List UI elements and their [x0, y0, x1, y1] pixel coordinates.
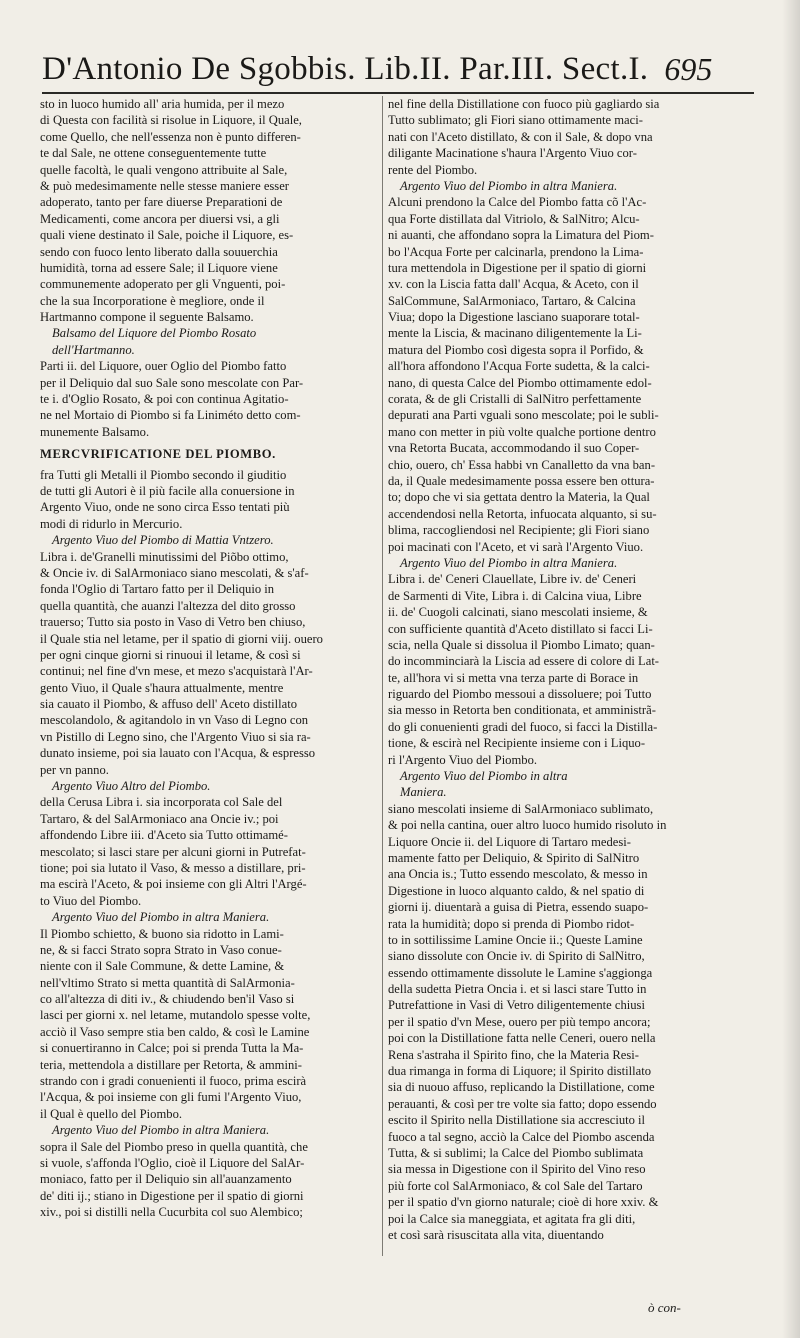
- text-line: nel fine della Distillatione con fuoco più gagliardo sia: [388, 97, 660, 111]
- text-line: con sufficiente quantità d'Aceto distillato si facci Li-: [388, 621, 653, 636]
- page-edge-shadow: [782, 0, 800, 1338]
- text-line: Tartaro, & del SalArmoniaco ana Oncie iv.; poi: [40, 811, 279, 826]
- text-line: di Questa con facilità si risolue in Liquore, il Quale,: [40, 113, 302, 128]
- recipe-title: Argento Viuo del Piombo in altra Maniera.: [400, 555, 618, 570]
- text-line: che la sua Incorporatione è megliore, onde il: [40, 293, 265, 308]
- text-line: Digestione in luoco alquanto caldo, & nel spatio di: [388, 883, 645, 898]
- text-line: riguardo del Piombo messoui a dissoluere; poi Tutto: [388, 687, 652, 702]
- text-line: fra Tutti gli Metalli il Piombo secondo il giuditio: [40, 467, 287, 482]
- text-line: più forte col SalArmoniaco, & col Sale del Tartaro: [388, 1178, 643, 1193]
- text-line: fonda l'Oglio di Tartaro fatto per il Deliquio in: [40, 582, 275, 597]
- text-line: quali viene destinato il Sale, poiche il Liquore, es-: [40, 228, 294, 243]
- text-line: per vn panno.: [40, 762, 109, 777]
- text-line: strando con i gradi conuenienti il fuoco, prima escirà: [40, 1074, 307, 1089]
- text-line: ni auanti, che affondano sopra la Limatura del Piom-: [388, 228, 654, 243]
- text-line: Tutto sublimato; gli Fiori siano ottimamente maci-: [388, 113, 643, 128]
- text-line: scia, nella Quale si dissolua il Piombo Limato; quan-: [388, 637, 655, 652]
- text-line: tione, & escirà nel Recipiente insieme con i Liquo-: [388, 736, 646, 751]
- text-line: quelle facoltà, le quali vengono attribuite al Sale,: [40, 162, 288, 177]
- text-line: xv. con la Liscia fatta dall' Acqua, & Aceto, con il: [388, 277, 639, 292]
- text-line: sia messo in Retorta ben conditionata, et amministrã-: [388, 703, 656, 718]
- text-line: teria, mettendola a distillare per Retorta, & ammini-: [40, 1057, 302, 1072]
- text-line: & può medesimamente nelle stesse maniere esser: [40, 178, 289, 193]
- text-line: vna Retorta Bucata, accommodando il suo Coper-: [388, 441, 640, 456]
- text-line: Putrefattione in Vasi di Vetro diligentemente chiusi: [388, 998, 645, 1013]
- text-line: mescolato; si lasci stare per alcuni giorni in Putrefat-: [40, 844, 306, 859]
- text-line: ii. de' Cuogoli calcinati, siano mescolati insieme, &: [388, 605, 648, 620]
- text-line: Libra i. de'Granelli minutissimi del Piõbo ottimo,: [40, 549, 289, 564]
- text-line: poi la Calce sia maneggiata, et agitata fra gli diti,: [388, 1211, 636, 1226]
- text-line: moniaco, fatto per il Deliquio sin all'auanzamento: [40, 1172, 292, 1187]
- catchword: ò con-: [648, 1300, 681, 1315]
- text-line: acciò il Vaso sempre stia ben caldo, & così le Lamine: [40, 1024, 310, 1039]
- text-line: communemente adoperato per gli Vnguenti, poi-: [40, 277, 286, 292]
- recipe-title: Argento Viuo del Piombo di Mattia Vntzero.: [52, 533, 274, 548]
- text-line: lasci per giorni x. nel letame, mutandolo spesse volte,: [40, 1008, 311, 1023]
- text-line: sto in luoco humido all' aria humida, per il mezo: [40, 97, 285, 111]
- text-line: Argento Viuo, onde ne sono circa Esso tentati più: [40, 500, 290, 515]
- text-line: vn Pistillo di Legno sino, che l'Argento Viuo si sia ra-: [40, 729, 311, 744]
- text-line: ma escirà l'Aceto, & poi insieme con gli Altri l'Argé-: [40, 877, 307, 892]
- text-line: nati con l'Aceto distillato, & con il Sale, & dopo vna: [388, 129, 653, 144]
- recipe-title: Argento Viuo Altro del Piombo.: [52, 779, 211, 794]
- text-line: il Qual è quello del Piombo.: [40, 1106, 183, 1121]
- text-line: & Oncie iv. di SalArmoniaco siano mescolati, & s'af-: [40, 565, 309, 580]
- text-line: ri l'Argento Viuo del Piombo.: [388, 752, 538, 767]
- text-line: per il Deliquio dal suo Sale sono mescolate con Par-: [40, 375, 304, 390]
- text-line: essendo ottimamente dissolute le Lamine s'aggionga: [388, 965, 653, 980]
- text-line: gento Viuo, il Quale s'haura attualmente, mentre: [40, 680, 284, 695]
- text-line: Rena s'astraha il Spirito fino, che la Materia Resi-: [388, 1047, 639, 1062]
- text-line: siano dissolute con Oncie iv. di Spirito di SalNitro,: [388, 949, 645, 964]
- text-line: modi di ridurlo in Mercurio.: [40, 516, 183, 531]
- text-line: perauanti, & così per tre volte sia fatto; dopo essendo: [388, 1096, 657, 1111]
- text-line: do incomminciarà la Liscia ad essere di colore di Lat-: [388, 654, 660, 669]
- text-line: de Sarmenti di Vite, Libra i. di Calcina viua, Libre: [388, 588, 642, 603]
- text-line: continui; nel fine d'vn mese, et mezo s'acquistarà l'Ar-: [40, 664, 313, 679]
- text-line: giorni ij. diuentarà a guisa di Pietra, essendo suapo-: [388, 900, 649, 915]
- text-line: sopra il Sale del Piombo preso in quella quantità, che: [40, 1139, 308, 1154]
- text-line: Il Piombo schietto, & buono sia ridotto in Lami-: [40, 926, 284, 941]
- text-line: SalCommune, SalArmoniaco, Tartaro, & Calcina: [388, 293, 636, 308]
- text-line: te, all'hora vi si metta vna terza parte di Borace in: [388, 670, 639, 685]
- text-line: rente del Piombo.: [388, 162, 478, 177]
- text-line: nano, di questa Calce del Piombo ottimamente edol-: [388, 375, 652, 390]
- recipe-title: Maniera.: [400, 785, 447, 800]
- text-line: Parti ii. del Liquore, ouer Oglio del Piombo fatto: [40, 359, 287, 374]
- text-line: tione; poi sia lutato il Vaso, & messo a distillare, pri-: [40, 860, 306, 875]
- header-rule: [42, 92, 754, 94]
- text-line: niente con il Sale Commune, & dette Lamine, &: [40, 959, 285, 974]
- text-line: adoperato, tanto per fare diuerse Preparationi de: [40, 195, 283, 210]
- text-line: mescolandolo, & agitandolo in vn Vaso di Legno con: [40, 713, 309, 728]
- running-title: D'Antonio De Sgobbis. Lib.II. Par.III. Sect.I.: [42, 51, 649, 87]
- text-line: da, il Quale medesimamente possa essere ben ottura-: [388, 473, 655, 488]
- text-line: ana Oncia is.; Tutto essendo mescolato, & messo in: [388, 867, 648, 882]
- page-header: [42, 40, 762, 88]
- text-line: matura del Piombo così digesta sopra il Porfido, &: [388, 342, 644, 357]
- text-line: & poi nella cantina, ouer altro luoco humido risoluto in: [388, 818, 667, 833]
- text-line: Tutta, & si sublimi; la Calce del Piombo sublimata: [388, 1146, 644, 1160]
- text-line: accendendosi nella Retorta, infuocata alquanto, si su-: [388, 506, 657, 521]
- text-line: si conuertiranno in Calce; poi si prenda Tutta la Ma-: [40, 1041, 304, 1056]
- text-line: mano con metter in più volte qualche portione dentro: [388, 424, 656, 439]
- text-line: do gli conuenienti gradi del fuoco, si facci la Distilla-: [388, 719, 658, 734]
- column-divider: [382, 96, 383, 1256]
- text-line: humidità, torna ad essere Sale; il Liquore viene: [40, 260, 278, 275]
- text-line: Viua; dopo la Digestione lasciano suaporare total-: [388, 310, 640, 325]
- text-line: to in sottilissime Lamine Oncie ii.; Queste Lamine: [388, 932, 643, 947]
- text-line: Liquore Oncie ii. del Liquore di Tartaro medesi-: [388, 834, 631, 849]
- text-line: Libra i. de' Ceneri Clauellate, Libre iv. de' Ceneri: [388, 572, 637, 587]
- text-line: poi con la Distillatione fatta nelle Ceneri, ouero nella: [388, 1031, 656, 1046]
- text-line: quella quantità, che auanzi l'altezza del dito grosso: [40, 598, 296, 613]
- text-line: per il spatio d'vn giorno naturale; cioè di hore xxiv. &: [388, 1195, 659, 1210]
- text-line: corata, & de gli Cristalli di SalNitro perfettamente: [388, 392, 642, 407]
- text-line: qua Forte distillata dal Vitriolo, & SalNitro; Alcu-: [388, 211, 640, 226]
- page-number: 695: [664, 51, 713, 87]
- text-line: Medicamenti, come ancora per diuersi vsi, a gli: [40, 211, 280, 226]
- text-line: to Viuo del Piombo.: [40, 893, 142, 908]
- text-line: per ogni cinque giorni si rinuoui il letame, & così si: [40, 647, 301, 662]
- text-line: diligante Macinatione s'haura l'Argento Viuo cor-: [388, 146, 637, 161]
- recipe-title: Argento Viuo del Piombo in altra Maniera.: [400, 178, 618, 193]
- text-line: fuoco a tal segno, acciò la Calce del Piombo ascenda: [388, 1129, 655, 1144]
- text-line: ne nel Mortaio di Piombo si fa Liniméto detto com-: [40, 408, 301, 423]
- text-line: blima, raccogliendosi nel Recipiente; gli Fiori siano: [388, 523, 650, 538]
- recipe-title: Balsamo del Liquore del Piombo Rosato: [52, 326, 257, 341]
- text-line: bo l'Acqua Forte per calcinarla, prendono la Lima-: [388, 244, 644, 259]
- text-line: ne, & si facci Strato sopra Strato in Vaso conue-: [40, 942, 282, 957]
- text-line: depurati ana Parti vguali sono mescolate; poi le subli-: [388, 408, 659, 423]
- text-line: come Quello, che nell'essenza non è punto differen-: [40, 129, 301, 144]
- text-line: dunato insieme, poi sia lauato con l'Acqua, & espresso: [40, 746, 316, 761]
- text-line: sia messa in Digestione con il Spirito del Vino reso: [388, 1162, 646, 1177]
- text-line: sia di nuouo affuso, replicando la Distillatione, come: [388, 1080, 655, 1095]
- text-line: il Quale stia nel letame, per il spatio di giorni viij. ouero: [40, 631, 323, 646]
- text-line: poi macinati con l'Aceto, et vi sarà l'Argento Viuo.: [388, 539, 644, 554]
- left-column: [40, 96, 380, 1282]
- text-line: to; dopo che vi sia gettata dentro la Materia, la Qual: [388, 490, 650, 505]
- recipe-title: Argento Viuo del Piombo in altra Maniera.: [52, 1123, 270, 1138]
- text-line: de tutti gli Autori è il più facile alla conuersione in: [40, 483, 295, 498]
- text-line: della Cerusa Libra i. sia incorporata col Sale del: [40, 795, 283, 810]
- text-line: per il spatio d'vn Mese, ouero per più tempo ancora;: [388, 1014, 651, 1029]
- text-line: della sudetta Pietra Oncia i. et si lasci stare Tutto in: [388, 982, 647, 997]
- text-line: nell'vltimo Strato si metta quantità di SalArmonia-: [40, 975, 295, 990]
- text-line: trauerso; Tutto sia posto in Vaso di Vetro ben chiuso,: [40, 615, 306, 630]
- text-line: mente la Liscia, & macinano diligentemente la Li-: [388, 326, 642, 341]
- text-line: rata la humidità; dopo si prenda di Piombo ridot-: [388, 916, 635, 931]
- text-line: tura mettendola in Digestione per il spatio di giorni: [388, 260, 647, 275]
- text-line: all'hora affondono l'Acqua Forte sudetta, & la calci-: [388, 359, 650, 374]
- section-heading: MERCVRIFICATIONE DEL PIOMBO.: [40, 447, 276, 462]
- text-line: l'Acqua, & poi insieme con gli fumi l'Argento Viuo,: [40, 1090, 302, 1105]
- text-line: siano mescolati insieme di SalArmoniaco sublimato,: [388, 801, 654, 816]
- recipe-title: dell'Hartmanno.: [52, 342, 135, 357]
- text-line: munemente Balsamo.: [40, 424, 150, 439]
- right-column: [388, 96, 728, 1282]
- text-line: escito il Spirito nella Distillatione sia accresciuto il: [388, 1113, 646, 1128]
- text-line: te dal Sale, ne ottene conseguentemente tutte: [40, 146, 267, 161]
- text-line: affondendo Libre iii. d'Aceto sia Tutto ottimamé-: [40, 828, 288, 843]
- text-line: si vuole, s'affonda l'Oglio, cioè il Liquore del SalAr-: [40, 1156, 305, 1170]
- text-line: Alcuni prendono la Calce del Piombo fatta cõ l'Ac-: [388, 195, 647, 210]
- text-line: mamente fatto per Deliquio, & Spirito di SalNitro: [388, 850, 640, 865]
- text-line: de' diti ij.; stiano in Digestione per il spatio di giorni: [40, 1188, 304, 1203]
- text-line: co all'altezza di diti iv., & chiudendo ben'il Vaso si: [40, 992, 295, 1007]
- recipe-title: Argento Viuo del Piombo in altra: [400, 769, 568, 784]
- text-line: xiv., poi si distilli nella Cucurbita col suo Alembico;: [40, 1205, 303, 1220]
- text-line: sendo con fuoco lento liberato dalla souuerchia: [40, 244, 278, 259]
- recipe-title: Argento Viuo del Piombo in altra Maniera.: [52, 910, 270, 925]
- text-line: chio, ouero, ch' Essa habbi vn Canalletto da vna ban-: [388, 457, 656, 472]
- text-line: sia cauato il Piombo, & affuso dell' Aceto distillato: [40, 697, 298, 712]
- text-line: dua rimanga in forma di Liquore; il Spirito distillato: [388, 1064, 652, 1079]
- text-line: te i. d'Oglio Rosato, & poi con continua Agitatio-: [40, 392, 289, 407]
- text-line: Hartmanno compone il seguente Balsamo.: [40, 310, 254, 325]
- text-line: et così sarà risuscitata alla vita, diuentando: [388, 1227, 604, 1242]
